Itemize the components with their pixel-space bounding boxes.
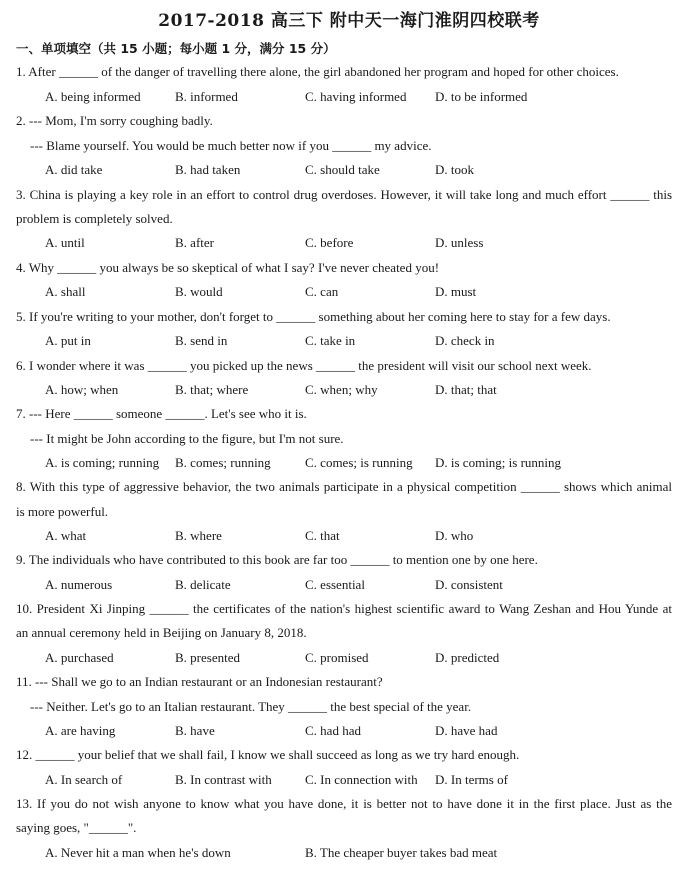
option-b: B. after <box>175 235 214 250</box>
question-stem: 3. China is playing a key role in an effort to control drug overdoses. However, it will take long and much effort ______ this <box>16 187 672 202</box>
option-c: C. had had <box>305 723 361 738</box>
option-d: D. must <box>435 284 477 299</box>
question-stem-cont: saying goes, "______". <box>16 820 137 835</box>
option-d: D. who <box>435 528 474 543</box>
question-stem: 12. ______ your belief that we shall fail, I know we shall succeed as long as we try hard enough. <box>16 747 520 762</box>
option-c: C. essential <box>305 577 365 592</box>
option-a: A. what <box>45 528 87 543</box>
section-heading: 一、单项填空（共 15 小题；每小题 1 分，满分 15 分） <box>16 41 336 56</box>
option-c: C. when; why <box>305 382 378 397</box>
option-b: B. informed <box>175 89 238 104</box>
option-b: B. that; where <box>175 382 249 397</box>
option-b: B. where <box>175 528 222 543</box>
option-d: D. that; that <box>435 382 497 397</box>
option-a: A. numerous <box>45 577 113 592</box>
option-d: D. is coming; is running <box>435 455 562 470</box>
option-d: D. consistent <box>435 577 503 592</box>
option-b: B. have <box>175 723 215 738</box>
option-a: A. shall <box>45 284 86 299</box>
option-a: A. being informed <box>45 89 141 104</box>
option-c: C. having informed <box>305 89 407 104</box>
option-c: C. that <box>305 528 340 543</box>
question-stem: 4. Why ______ you always be so skeptical of what I say? I've never cheated you! <box>16 260 440 275</box>
option-b: B. would <box>175 284 223 299</box>
question-stem: 7. --- Here ______ someone ______. Let's see who it is. <box>16 406 307 421</box>
option-b: B. send in <box>175 333 228 348</box>
option-c: C. comes; is running <box>305 455 413 470</box>
option-a: A. purchased <box>45 650 114 665</box>
question-stem: 2. --- Mom, I'm sorry coughing badly. <box>16 113 213 128</box>
option-a: A. did take <box>45 162 103 177</box>
option-a: A. is coming; running <box>45 455 160 470</box>
page-title: 2017-2018 高三下 附中天一海门淮阴四校联考 <box>158 11 540 31</box>
question-stem: 11. --- Shall we go to an Indian restaurant or an Indonesian restaurant? <box>16 674 383 689</box>
option-c: C. promised <box>305 650 369 665</box>
question-stem: 9. The individuals who have contributed to this book are far too ______ to mention one by one here. <box>16 552 538 567</box>
option-d: D. check in <box>435 333 495 348</box>
option-c: C. take in <box>305 333 356 348</box>
question-stem: 8. With this type of aggressive behavior, the two animals participate in a physical competition ______ shows which animal <box>16 479 672 494</box>
question-stem: 5. If you're writing to your mother, don't forget to ______ something about her coming here to stay for a few days. <box>16 309 611 324</box>
option-c: C. before <box>305 235 354 250</box>
option-a: A. put in <box>45 333 91 348</box>
option-a: A. In search of <box>45 772 123 787</box>
option-d: D. In terms of <box>435 772 508 787</box>
option-b: B. The cheaper buyer takes bad meat <box>305 845 498 860</box>
option-c: C. In connection with <box>305 772 418 787</box>
option-a: A. how; when <box>45 382 119 397</box>
question-stem-cont: --- Neither. Let's go to an Italian restaurant. They ______ the best special of the year. <box>30 699 472 714</box>
question-stem-cont: problem is completely solved. <box>16 211 173 226</box>
question-stem-cont: is more powerful. <box>16 504 109 519</box>
option-a: A. Never hit a man when he's down <box>45 845 231 860</box>
option-a: A. are having <box>45 723 116 738</box>
option-a: A. until <box>45 235 85 250</box>
question-stem-cont: --- Blame yourself. You would be much better now if you ______ my advice. <box>30 138 432 153</box>
option-c: C. should take <box>305 162 380 177</box>
option-c: C. can <box>305 284 339 299</box>
question-stem: 6. I wonder where it was ______ you picked up the news ______ the president will visit our school next week. <box>16 358 592 373</box>
question-stem: 1. After ______ of the danger of travelling there alone, the girl abandoned her program and hoped for other choices. <box>16 64 619 79</box>
option-d: D. unless <box>435 235 484 250</box>
option-b: B. In contrast with <box>175 772 272 787</box>
question-stem: 10. President Xi Jinping ______ the certificates of the nation's highest scientific award to Wang Zeshan and Hou Yunde at <box>16 601 672 616</box>
question-stem-cont: --- It might be John according to the figure, but I'm not sure. <box>30 431 344 446</box>
option-b: B. delicate <box>175 577 231 592</box>
question-stem: 13. If you do not wish anyone to know what you have done, it is better not to have done it in the first place. Just as the <box>16 796 672 811</box>
question-stem-cont: an annual ceremony held in Beijing on January 8, 2018. <box>16 625 307 640</box>
option-b: B. comes; running <box>175 455 271 470</box>
option-d: D. predicted <box>435 650 500 665</box>
option-d: D. have had <box>435 723 498 738</box>
option-b: B. presented <box>175 650 240 665</box>
option-d: D. to be informed <box>435 89 528 104</box>
option-d: D. took <box>435 162 474 177</box>
option-b: B. had taken <box>175 162 241 177</box>
